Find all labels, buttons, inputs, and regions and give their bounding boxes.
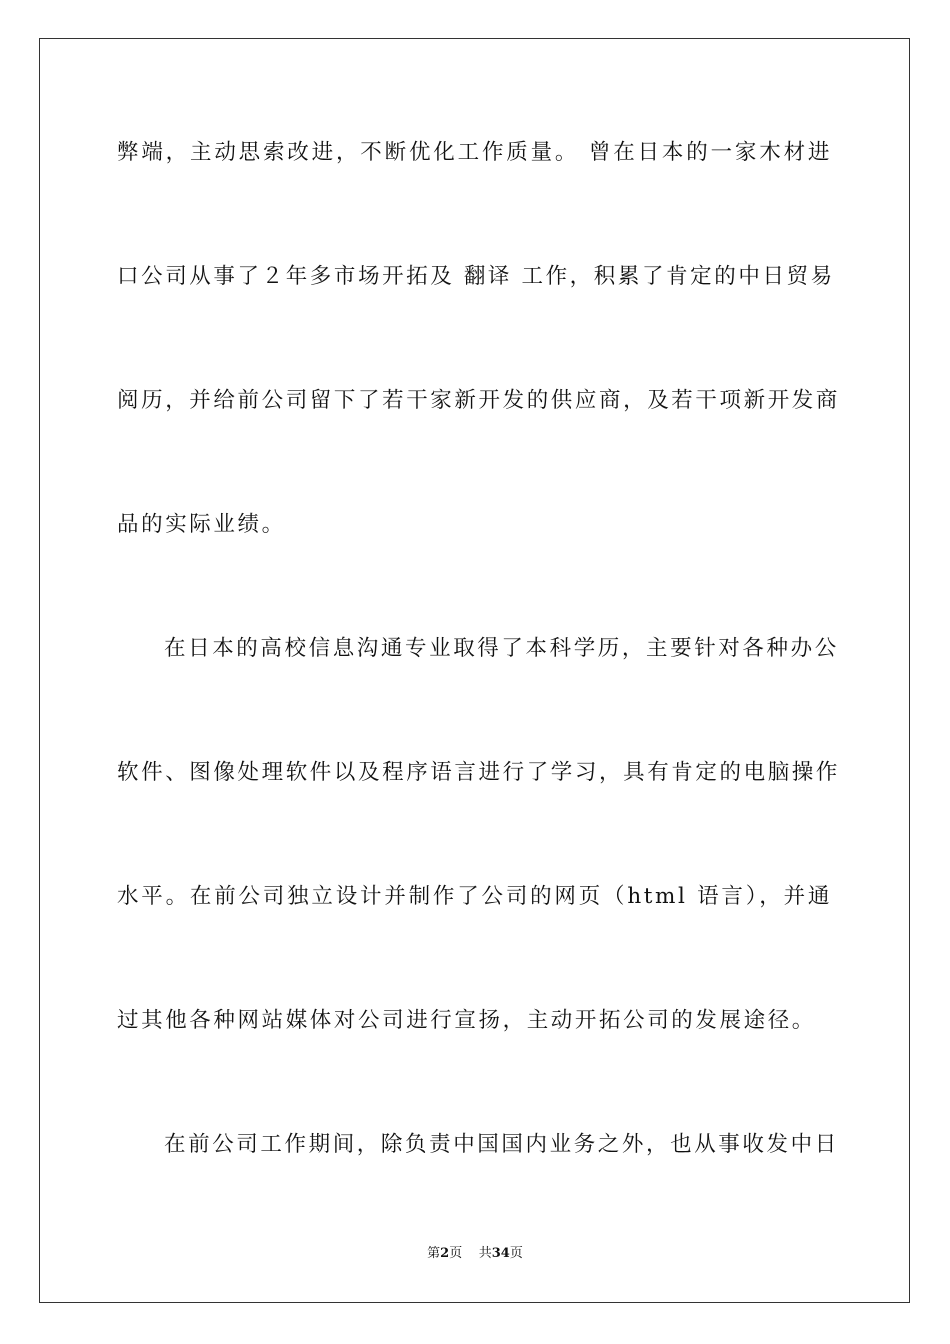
text-line-4: 品的实际业绩。 (117, 512, 286, 537)
text-line-7: 水平。在前公司独立设计并制作了公司的网页（html 语言），并通 (117, 884, 832, 909)
page-suffix: 页 (449, 1246, 463, 1261)
text-line-6: 软件、图像处理软件以及程序语言进行了学习，具有肯定的电脑操作 (117, 760, 841, 785)
page-footer (0, 1245, 950, 1263)
page-border (39, 38, 910, 1303)
total-suffix: 页 (509, 1246, 523, 1261)
text-line-3: 阅历，并给前公司留下了若干家新开发的供应商，及若干项新开发商 (117, 388, 841, 413)
text-line-5: 在日本的高校信息沟通专业取得了本科学历，主要针对各种办公 (164, 636, 839, 661)
text-line-9: 在前公司工作期间，除负责中国国内业务之外，也从事收发中日 (164, 1132, 839, 1157)
text-line-8: 过其他各种网站媒体对公司进行宣扬，主动开拓公司的发展途径。 (117, 1008, 816, 1033)
page-prefix: 第 (427, 1246, 441, 1261)
text-line-1: 弊端，主动思索改进，不断优化工作质量。 曾在日本的一家木材进 (117, 140, 832, 165)
text-line-2: 口公司从事了２年多市场开拓及 翻译 工作，积累了肯定的中日贸易 (117, 264, 835, 289)
total-pages: 34 (491, 1246, 510, 1261)
total-prefix: 共 (478, 1246, 492, 1261)
page-number: 2 (440, 1246, 450, 1261)
